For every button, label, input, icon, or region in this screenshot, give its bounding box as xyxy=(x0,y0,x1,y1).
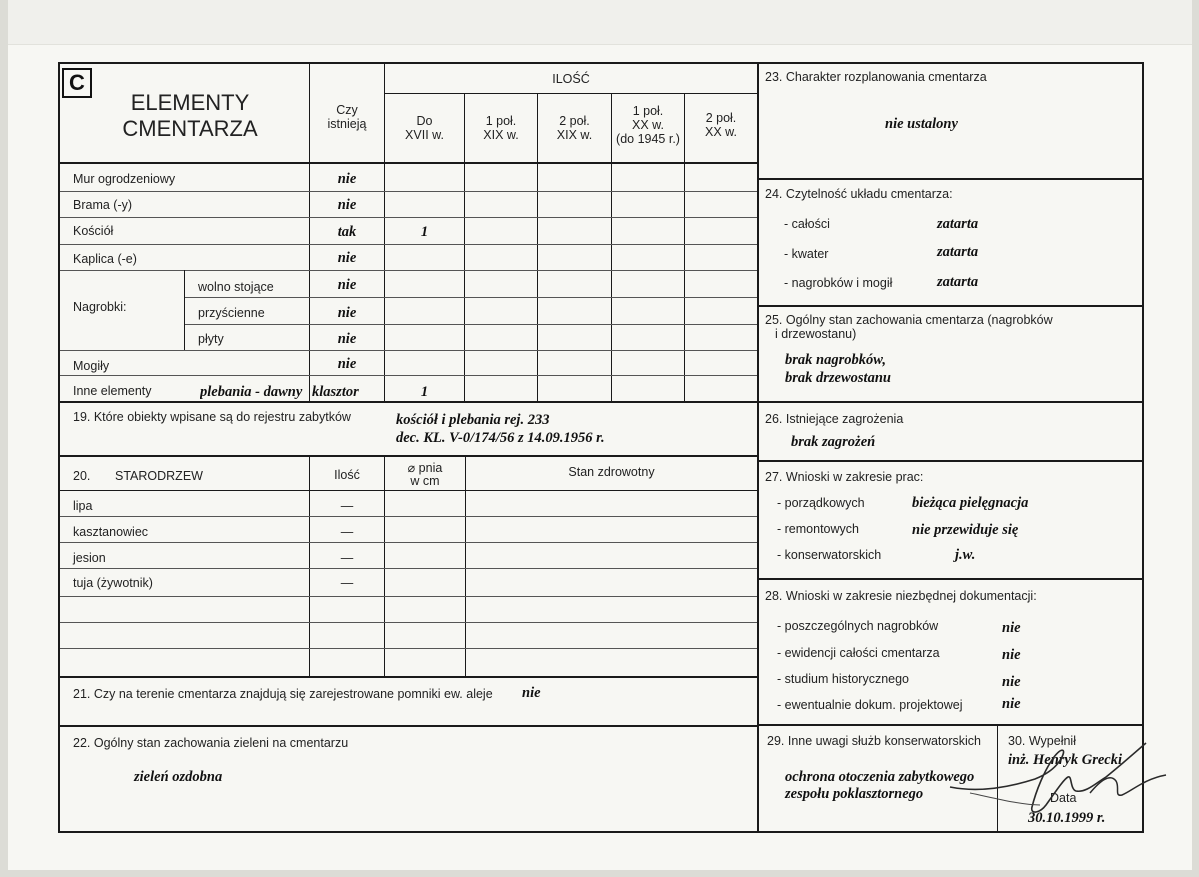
row-line xyxy=(60,244,757,245)
section-letter: C xyxy=(62,68,92,98)
row-line xyxy=(184,324,757,325)
s27-bottom xyxy=(757,578,1144,580)
row-line xyxy=(60,217,757,218)
s27-item-konserwatorskich: - konserwatorskich xyxy=(777,548,882,562)
frame-bottom xyxy=(58,831,1144,833)
row-line xyxy=(60,270,757,271)
s27-value-remontowych: nie przewiduje się xyxy=(912,522,1019,538)
row-line xyxy=(60,191,757,192)
s28-item-studium: - studium historycznego xyxy=(777,672,910,686)
tree-count-lipa: — xyxy=(340,499,354,513)
s21-label: 21. Czy na terenie cmentarza znajdują się zarejestrowane pomniki ew. aleje xyxy=(73,687,493,701)
s23-bottom xyxy=(757,178,1144,180)
s28-value-studium: nie xyxy=(1002,674,1021,690)
s23-value: nie ustalony xyxy=(885,116,958,132)
frame-top xyxy=(58,62,1144,64)
tree-name-kasztanowiec: kasztanowiec xyxy=(73,525,149,539)
s21-bottom xyxy=(58,725,757,727)
value-inne-b: klasztor xyxy=(312,384,359,400)
s20-col3 xyxy=(465,455,466,677)
value-brama: nie xyxy=(337,197,357,213)
exists-header: Czy istnieją xyxy=(327,103,367,131)
row-label-nagrobki: Nagrobki: xyxy=(73,300,127,314)
s29-value2: zespołu poklasztornego xyxy=(785,786,924,802)
s20-col1 xyxy=(309,455,310,677)
s30-name: inż. Henryk Grecki xyxy=(1008,752,1122,768)
s24-item-nagrobkow: - nagrobków i mogił xyxy=(784,276,893,290)
tree-name-tuja: tuja (żywotnik) xyxy=(73,576,153,590)
header-bottom-line xyxy=(58,162,757,164)
s25-bottom xyxy=(757,401,1144,403)
s30-date: 30.10.1999 r. xyxy=(1028,810,1106,826)
ilosc-underline xyxy=(384,93,757,94)
tree-count-kasztanowiec: — xyxy=(340,525,354,539)
value-kaplica: nie xyxy=(337,250,357,266)
s25-value1: brak nagrobków, xyxy=(785,352,886,368)
s24-value-nagrobkow: zatarta xyxy=(937,274,979,290)
s28-value-projektowej: nie xyxy=(1002,696,1021,712)
tree-name-lipa: lipa xyxy=(73,499,93,513)
count-kosciol: 1 xyxy=(420,224,429,240)
s20-title: STARODRZEW xyxy=(115,469,203,483)
row-label-przyscienne: przyścienne xyxy=(198,306,265,320)
row-label-mogily: Mogiły xyxy=(73,359,110,373)
s27-value-porzadkowych: bieżąca pielęgnacja xyxy=(912,495,1029,511)
s26-bottom xyxy=(757,460,1144,462)
s19-value-line2: dec. KL. V-0/174/56 z 14.09.1956 r. xyxy=(396,430,605,446)
s22-value: zieleń ozdobna xyxy=(134,769,223,785)
s25-label: 25. Ogólny stan zachowania cmentarza (nagrobków i drzewostanu) xyxy=(765,313,1053,341)
s28-item-ewidencji: - ewidencji całości cmentarza xyxy=(777,646,940,660)
s27-value-konserwatorskich: j.w. xyxy=(955,547,976,563)
s24-item-kwater: - kwater xyxy=(784,247,829,261)
frame-left xyxy=(58,62,60,833)
elements-table-bottom xyxy=(58,401,757,403)
s20-header-bottom xyxy=(58,490,757,491)
s27-item-remontowych: - remontowych xyxy=(777,522,859,536)
handwritten-signature xyxy=(940,735,1180,820)
row-label-mur: Mur ogrodzeniowy xyxy=(73,172,176,186)
s28-value-ewidencji: nie xyxy=(1002,647,1021,663)
ilosc-header: ILOŚĆ xyxy=(552,72,590,86)
row-line xyxy=(184,297,757,298)
s24-value-calosci: zatarta xyxy=(937,216,979,232)
tree-count-jesion: — xyxy=(340,551,354,565)
s25-value2: brak drzewostanu xyxy=(785,370,891,386)
s20-col2 xyxy=(384,455,385,677)
s24-bottom xyxy=(757,305,1144,307)
col-header-1pol-xx: 1 poł. XX w. (do 1945 r.) xyxy=(616,104,680,146)
value-przyscienne: nie xyxy=(337,305,357,321)
s24-value-kwater: zatarta xyxy=(937,244,979,260)
s19-label: 19. Które obiekty wpisane są do rejestru zabytków xyxy=(73,410,351,424)
nagrobki-divider xyxy=(184,270,185,350)
col-header-2pol-xix: 2 poł. XIX w. xyxy=(556,114,593,142)
s26-label: 26. Istniejące zagrożenia xyxy=(765,412,904,426)
s27-item-porzadkowych: - porządkowych xyxy=(777,496,865,510)
s28-label: 28. Wnioski w zakresie niezbędnej dokumentacji: xyxy=(765,589,1037,603)
s20-diam-header: ⌀ pnia w cm xyxy=(407,461,443,488)
s23-label: 23. Charakter rozplanowania cmentarza xyxy=(765,70,987,84)
row-line xyxy=(60,350,757,351)
s20-row-line xyxy=(60,596,757,597)
tree-name-jesion: jesion xyxy=(73,551,106,565)
value-mogily: nie xyxy=(337,356,357,372)
s26-value: brak zagrożeń xyxy=(791,434,876,450)
s28-value-nagrobkow: nie xyxy=(1002,620,1021,636)
s28-bottom xyxy=(757,724,1144,726)
s19-bottom xyxy=(58,455,757,457)
s30-label: 30. Wypełnił xyxy=(1008,734,1076,748)
s20-row-line xyxy=(60,542,757,543)
s20-bottom xyxy=(58,676,757,678)
value-mur: nie xyxy=(337,171,357,187)
s29-label: 29. Inne uwagi służb konserwatorskich xyxy=(767,734,982,748)
row-line xyxy=(60,375,757,376)
row-label-brama: Brama (-y) xyxy=(73,198,133,212)
row-label-kaplica: Kaplica (-e) xyxy=(73,252,137,266)
s30-date-label: Data xyxy=(1050,791,1077,805)
s19-value-line1: kościół i plebania rej. 233 xyxy=(396,412,550,428)
s20-row-line xyxy=(60,648,757,649)
row-label-inne: Inne elementy xyxy=(73,384,152,398)
value-kosciol: tak xyxy=(337,224,357,240)
col-header-1pol-xix: 1 poł. XIX w. xyxy=(483,114,519,142)
col-header-do-xvii: Do XVII w. xyxy=(405,114,444,142)
s29-value1: ochrona otoczenia zabytkowego xyxy=(785,769,975,785)
s20-row-line xyxy=(60,622,757,623)
row-label-plyty: płyty xyxy=(198,332,224,346)
row-label-kosciol: Kościół xyxy=(73,224,114,238)
s20-health-header: Stan zdrowotny xyxy=(568,465,655,479)
tree-count-tuja: — xyxy=(340,576,354,590)
elements-title: ELEMENTY CMENTARZA xyxy=(122,90,258,141)
row-label-wolno-stojace: wolno stojące xyxy=(198,280,274,294)
s22-label: 22. Ogólny stan zachowania zieleni na cmentarzu xyxy=(73,736,349,750)
value-plyty: nie xyxy=(337,331,357,347)
sheet-top-strip xyxy=(8,0,1192,45)
s28-item-nagrobkow: - poszczególnych nagrobków xyxy=(777,619,939,633)
value-inne-a: plebania - dawny xyxy=(200,384,303,400)
count-inne: 1 xyxy=(420,384,429,400)
s20-number: 20. xyxy=(73,469,91,483)
s21-value: nie xyxy=(522,685,541,701)
s20-count-header: Ilość xyxy=(334,468,360,482)
col-header-2pol-xx: 2 poł. XX w. xyxy=(705,111,737,139)
s24-item-calosci: - całości xyxy=(784,217,830,231)
value-wolno-stojace: nie xyxy=(337,277,357,293)
s28-item-projektowej: - ewentualnie dokum. projektowej xyxy=(777,698,963,712)
s20-row-line xyxy=(60,516,757,517)
s24-label: 24. Czytelność układu cmentarza: xyxy=(765,187,953,201)
s27-label: 27. Wnioski w zakresie prac: xyxy=(765,470,924,484)
col-line-c5 xyxy=(684,93,685,402)
s20-row-line xyxy=(60,568,757,569)
